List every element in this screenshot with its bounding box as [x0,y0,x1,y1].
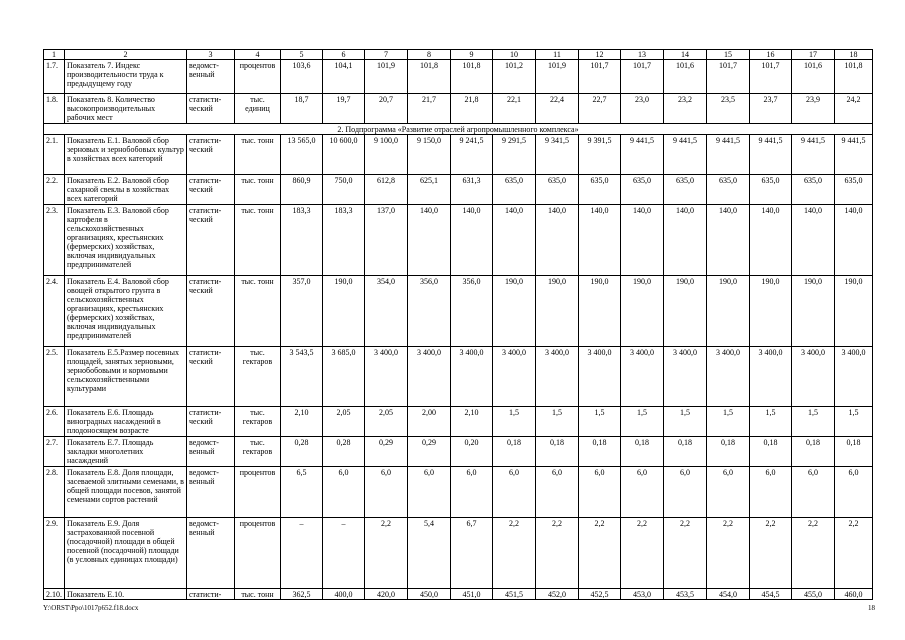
table-row [44,518,873,589]
year-value: 2,10 [281,407,323,437]
year-value: 635,0 [621,175,664,205]
year-value: 420,0 [365,589,408,600]
year-value: 9 341,5 [536,135,579,175]
table-row [44,135,873,175]
year-value: 0,18 [835,437,873,467]
year-value: 140,0 [835,205,873,276]
page-number: 18 [868,604,875,612]
data-source: статисти-ческий [187,205,235,276]
year-value: 635,0 [664,175,707,205]
row-number: 2.2. [44,175,65,205]
year-value: 0,18 [750,437,792,467]
column-number: 15 [707,50,750,60]
unit-of-measure: тыс. гектаров [235,437,281,467]
year-value: 2,05 [323,407,365,437]
year-value: 1,5 [664,407,707,437]
year-value: 101,7 [579,60,621,94]
year-value: 3 400,0 [664,347,707,407]
year-value: 635,0 [792,175,835,205]
year-value: 9 291,5 [493,135,536,175]
table-row [44,205,873,276]
year-value: 190,0 [621,276,664,347]
year-value: 1,5 [493,407,536,437]
year-value: 190,0 [493,276,536,347]
year-value: 6,0 [323,467,365,518]
data-source: статисти-ческий [187,135,235,175]
year-value: 0,18 [792,437,835,467]
section-row [44,124,873,135]
year-value: 13 565,0 [281,135,323,175]
column-number: 2 [65,50,187,60]
table-row [44,437,873,467]
year-value: 0,18 [536,437,579,467]
table-row [44,60,873,94]
year-value: 24,2 [835,94,873,124]
year-value: 190,0 [835,276,873,347]
year-value: 612,8 [365,175,408,205]
year-value: 635,0 [536,175,579,205]
year-value: 140,0 [792,205,835,276]
column-number: 1 [44,50,65,60]
indicator-name: Показатель 7. Индекс производительности труда к предыдущему году [65,60,187,94]
unit-of-measure: тыс. тонн [235,276,281,347]
year-value: 0,28 [281,437,323,467]
year-value: 190,0 [579,276,621,347]
year-value: 19,7 [323,94,365,124]
indicator-name: Показатель Е.1. Валовой сбор зерновых и зернобобовых культур в хозяйствах всех категорий [65,135,187,175]
column-number: 17 [792,50,835,60]
year-value: 101,7 [750,60,792,94]
table-row [44,276,873,347]
year-value: 0,18 [621,437,664,467]
year-value: 190,0 [750,276,792,347]
row-number: 2.7. [44,437,65,467]
year-value: 20,7 [365,94,408,124]
column-number: 13 [621,50,664,60]
year-value: 3 400,0 [707,347,750,407]
table-row [44,347,873,407]
year-value: 0,18 [493,437,536,467]
unit-of-measure: процентов [235,518,281,589]
year-value: 2,00 [408,407,451,437]
indicator-name: Показатель Е.4. Валовой сбор овощей открытого грунта в сельскохозяйственных организациях, крестьянских (фермерских) хозяйствах, включая индивидуальных предпринимателей [65,276,187,347]
year-value: 860,9 [281,175,323,205]
row-number: 2.6. [44,407,65,437]
year-value: 1,5 [750,407,792,437]
data-source: статисти-ческий [187,276,235,347]
unit-of-measure: тыс. гектаров [235,347,281,407]
year-value: 0,29 [365,437,408,467]
year-value: 140,0 [493,205,536,276]
year-value: 460,0 [835,589,873,600]
year-value: 23,9 [792,94,835,124]
year-value: 190,0 [792,276,835,347]
column-number: 4 [235,50,281,60]
year-value: 3 400,0 [451,347,493,407]
year-value: 6,0 [579,467,621,518]
year-value: 452,5 [579,589,621,600]
year-value: 9 241,5 [451,135,493,175]
year-value: 9 441,5 [835,135,873,175]
year-value: 3 685,0 [323,347,365,407]
year-value: 9 391,5 [579,135,621,175]
data-source: ведомст-венный [187,437,235,467]
unit-of-measure: тыс. тонн [235,175,281,205]
year-value: 3 400,0 [408,347,451,407]
indicator-name: Показатель Е.8. Доля площади, засеваемой элитными семенами, в общей площади посевов, занятой семенами сортов растений [65,467,187,518]
year-value: 6,0 [750,467,792,518]
column-number: 14 [664,50,707,60]
year-value: 635,0 [707,175,750,205]
year-value: 625,1 [408,175,451,205]
year-value: 2,2 [493,518,536,589]
year-value: 357,0 [281,276,323,347]
year-value: 101,7 [707,60,750,94]
year-value: 101,9 [536,60,579,94]
data-source: ведомст-венный [187,467,235,518]
indicator-name: Показатель Е.5.Размер посевных площадей, занятых зерновыми, зернобобовыми и кормовыми сельскохозяйственными культурами [65,347,187,407]
year-value: 23,2 [664,94,707,124]
year-value: 2,2 [365,518,408,589]
column-number: 12 [579,50,621,60]
year-value: 21,8 [451,94,493,124]
year-value: 190,0 [707,276,750,347]
year-value: 18,7 [281,94,323,124]
year-value: 356,0 [451,276,493,347]
year-value: 2,2 [835,518,873,589]
year-value: 6,0 [536,467,579,518]
year-value: 101,6 [792,60,835,94]
row-number: 1.7. [44,60,65,94]
row-number: 2.10. [44,589,65,600]
year-value: 3 400,0 [750,347,792,407]
year-value: 190,0 [664,276,707,347]
indicator-name: Показатель Е.2. Валовой сбор сахарной свеклы в хозяйствах всех категорий [65,175,187,205]
year-value: 9 441,5 [664,135,707,175]
column-number: 3 [187,50,235,60]
year-value: 455,0 [792,589,835,600]
column-number: 11 [536,50,579,60]
year-value: 6,0 [408,467,451,518]
year-value: 2,10 [451,407,493,437]
row-number: 2.8. [44,467,65,518]
year-value: 104,1 [323,60,365,94]
year-value: 6,0 [451,467,493,518]
year-value: 2,2 [707,518,750,589]
indicator-name: Показатель Е.7. Площадь закладки многолетних насаждений [65,437,187,467]
year-value: 356,0 [408,276,451,347]
data-source: статисти-ческий [187,407,235,437]
year-value: 1,5 [707,407,750,437]
year-value: 2,2 [536,518,579,589]
data-source: статисти-ческий [187,175,235,205]
unit-of-measure: тыс. тонн [235,589,281,600]
year-value: 2,2 [750,518,792,589]
year-value: 0,18 [707,437,750,467]
unit-of-measure: процентов [235,467,281,518]
year-value: 1,5 [536,407,579,437]
table-row [44,589,873,600]
year-value: 140,0 [664,205,707,276]
year-value: 5,4 [408,518,451,589]
column-number: 9 [451,50,493,60]
year-value: 635,0 [579,175,621,205]
year-value: 101,7 [621,60,664,94]
year-value: 354,0 [365,276,408,347]
indicator-name: Показатель Е.6. Площадь виноградных насаждений в плодоносящем возрасте [65,407,187,437]
year-value: 0,20 [451,437,493,467]
year-value: 101,8 [451,60,493,94]
year-value: 0,18 [579,437,621,467]
data-source: статисти- [187,589,235,600]
indicator-name: Показатель Е.10. [65,589,187,600]
column-number: 16 [750,50,792,60]
year-value: 9 150,0 [408,135,451,175]
year-value: 362,5 [281,589,323,600]
year-value: 2,2 [621,518,664,589]
column-number-row [44,50,873,60]
year-value: 6,0 [707,467,750,518]
table-row [44,467,873,518]
year-value: 2,2 [579,518,621,589]
year-value: 6,0 [835,467,873,518]
year-value: 10 600,0 [323,135,365,175]
year-value: 23,5 [707,94,750,124]
row-number: 1.8. [44,94,65,124]
column-number: 18 [835,50,873,60]
year-value: 3 400,0 [621,347,664,407]
indicator-name: Показатель Е.9. Доля застрахованной посевной (посадочной) площади в общей посевной (посадочной) площади (в условных единицах площади) [65,518,187,589]
year-value: 9 441,5 [621,135,664,175]
year-value: 22,7 [579,94,621,124]
indicator-name: Показатель Е.3. Валовой сбор картофеля в сельскохозяйственных организациях, крестьянских (фермерских) хозяйствах, включая индивидуальных предпринимателей [65,205,187,276]
year-value: – [323,518,365,589]
year-value: 6,5 [281,467,323,518]
year-value: – [281,518,323,589]
year-value: 400,0 [323,589,365,600]
year-value: 9 441,5 [707,135,750,175]
column-number: 5 [281,50,323,60]
year-value: 2,05 [365,407,408,437]
year-value: 3 400,0 [835,347,873,407]
year-value: 635,0 [493,175,536,205]
year-value: 635,0 [835,175,873,205]
row-number: 2.5. [44,347,65,407]
section-title: 2. Подпрограмма «Развитие отраслей агропромышленного комплекса» [44,124,873,135]
indicator-table [43,49,873,600]
year-value: 6,0 [792,467,835,518]
unit-of-measure: тыс. тонн [235,135,281,175]
year-value: 453,0 [621,589,664,600]
year-value: 140,0 [451,205,493,276]
year-value: 140,0 [707,205,750,276]
year-value: 140,0 [579,205,621,276]
year-value: 140,0 [750,205,792,276]
year-value: 750,0 [323,175,365,205]
year-value: 1,5 [835,407,873,437]
year-value: 450,0 [408,589,451,600]
column-number: 10 [493,50,536,60]
year-value: 6,0 [621,467,664,518]
year-value: 21,7 [408,94,451,124]
year-value: 2,2 [664,518,707,589]
year-value: 101,8 [835,60,873,94]
year-value: 2,2 [792,518,835,589]
year-value: 1,5 [579,407,621,437]
year-value: 9 441,5 [792,135,835,175]
year-value: 0,28 [323,437,365,467]
column-number: 7 [365,50,408,60]
year-value: 3 400,0 [365,347,408,407]
data-source: статисти-ческий [187,94,235,124]
year-value: 451,5 [493,589,536,600]
year-value: 140,0 [536,205,579,276]
row-number: 2.4. [44,276,65,347]
year-value: 23,7 [750,94,792,124]
year-value: 137,0 [365,205,408,276]
table-row [44,175,873,205]
year-value: 101,6 [664,60,707,94]
year-value: 0,29 [408,437,451,467]
year-value: 101,9 [365,60,408,94]
column-number: 6 [323,50,365,60]
year-value: 101,2 [493,60,536,94]
year-value: 6,0 [365,467,408,518]
year-value: 22,1 [493,94,536,124]
year-value: 1,5 [621,407,664,437]
year-value: 190,0 [536,276,579,347]
unit-of-measure: тыс. гектаров [235,407,281,437]
year-value: 22,4 [536,94,579,124]
year-value: 140,0 [408,205,451,276]
year-value: 454,5 [750,589,792,600]
year-value: 453,5 [664,589,707,600]
year-value: 9 441,5 [750,135,792,175]
year-value: 6,7 [451,518,493,589]
year-value: 9 100,0 [365,135,408,175]
year-value: 3 400,0 [493,347,536,407]
year-value: 0,18 [664,437,707,467]
data-source: ведомст-венный [187,518,235,589]
year-value: 635,0 [750,175,792,205]
year-value: 452,0 [536,589,579,600]
year-value: 3 400,0 [536,347,579,407]
year-value: 3 400,0 [792,347,835,407]
year-value: 140,0 [621,205,664,276]
year-value: 103,6 [281,60,323,94]
year-value: 183,3 [281,205,323,276]
year-value: 451,0 [451,589,493,600]
year-value: 23,0 [621,94,664,124]
row-number: 2.1. [44,135,65,175]
year-value: 1,5 [792,407,835,437]
year-value: 101,8 [408,60,451,94]
unit-of-measure: процентов [235,60,281,94]
column-number: 8 [408,50,451,60]
year-value: 183,3 [323,205,365,276]
year-value: 631,3 [451,175,493,205]
unit-of-measure: тыс. тонн [235,205,281,276]
year-value: 6,0 [664,467,707,518]
row-number: 2.9. [44,518,65,589]
year-value: 190,0 [323,276,365,347]
table-row [44,94,873,124]
unit-of-measure: тыс. единиц [235,94,281,124]
year-value: 3 543,5 [281,347,323,407]
document-path: Y:\ORST\Ppo\1017p652.f18.docx [43,604,139,612]
data-source: ведомст-венный [187,60,235,94]
year-value: 6,0 [493,467,536,518]
year-value: 3 400,0 [579,347,621,407]
data-source: статисти-ческий [187,347,235,407]
year-value: 454,0 [707,589,750,600]
row-number: 2.3. [44,205,65,276]
table-row [44,407,873,437]
indicator-name: Показатель 8. Количество высокопроизводительных рабочих мест [65,94,187,124]
